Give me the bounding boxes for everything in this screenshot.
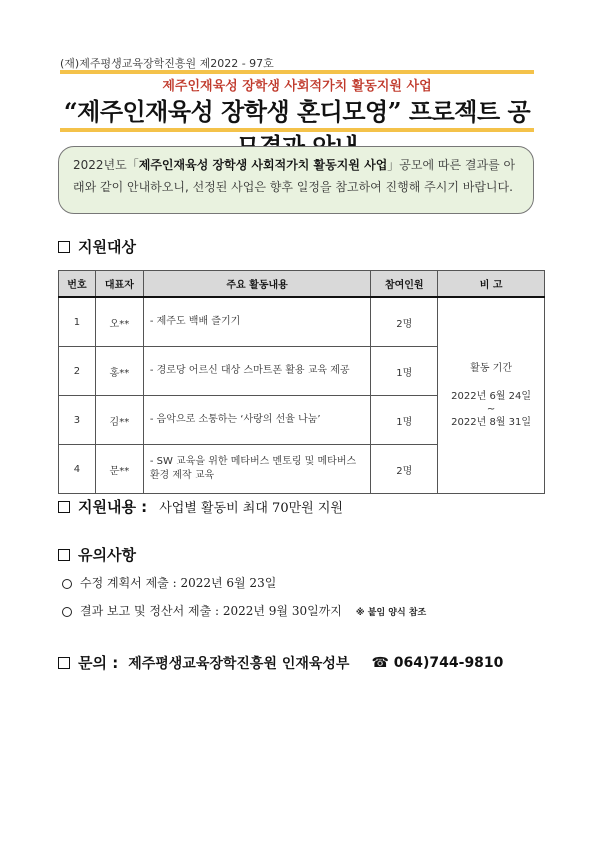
page-title: “제주인재육성 장학생 혼디모영” 프로젝트 공	[63, 97, 531, 126]
contact-heading: 문의 :	[78, 654, 119, 672]
col-header-note: 비 고	[438, 271, 545, 298]
cell-rep: 오**	[95, 297, 143, 347]
cell-no: 3	[59, 396, 96, 445]
checkbox-icon	[58, 241, 70, 253]
col-header-rep: 대표자	[95, 271, 143, 298]
targets-table	[58, 270, 545, 494]
note-item-text: 수정 계획서 제출 : 2022년 6월 23일	[80, 576, 277, 590]
contact-org: 제주평생교육장학진흥원 인재육성부	[128, 655, 350, 672]
table-row	[59, 297, 545, 347]
contact-line	[58, 652, 503, 673]
section-support	[58, 496, 343, 517]
table-header-row	[59, 271, 545, 298]
intro-box	[58, 146, 534, 214]
cell-rep: 김**	[95, 396, 143, 445]
intro-text-end: 」공모에 따른 결과를 아래와 같이 안내하오니, 선정된 사업은 향후 일정을 참고하여 진행해 주시기 바랍니다.	[73, 158, 516, 194]
note-start: 2022년 6월 24일	[451, 390, 532, 402]
intro-text-start: 2022년도「	[73, 158, 139, 172]
intro-highlight: 제주인재육성 장학생 사회적가치 활동지원 사업	[138, 158, 388, 172]
section-notes	[58, 544, 136, 565]
cell-activity: - 경로당 어르신 대상 스마트폰 활용 교육 제공	[143, 347, 370, 396]
header-rule-bottom	[60, 128, 534, 132]
checkbox-icon	[58, 657, 70, 669]
note-item-tag: ※ 붙임 양식 참조	[355, 608, 427, 618]
section-support-heading: 지원내용 :	[78, 498, 148, 516]
contact-phone: ☎ 064)744-9810	[371, 654, 504, 671]
circle-bullet-icon	[62, 579, 72, 589]
cell-members: 1명	[371, 396, 438, 445]
section-targets-heading: 지원대상	[78, 238, 136, 256]
header-rule-top	[60, 70, 534, 74]
col-header-members: 참여인원	[371, 271, 438, 298]
note-item	[62, 602, 426, 619]
section-notes-heading: 유의사항	[78, 546, 136, 564]
note-end: 2022년 8월 31일	[451, 416, 532, 428]
circle-bullet-icon	[62, 607, 72, 617]
checkbox-icon	[58, 549, 70, 561]
cell-no: 2	[59, 347, 96, 396]
note-item-text: 결과 보고 및 정산서 제출 : 2022년 9월 30일까지	[80, 604, 342, 618]
cell-activity: - SW 교육을 위한 메타버스 멘토링 및 메타버스 환경 제작 교육	[143, 445, 370, 494]
note-tilde: ~	[486, 403, 496, 415]
cell-activity: - 제주도 백배 즐기기	[143, 297, 370, 347]
section-targets	[58, 236, 136, 257]
cell-note	[438, 297, 545, 494]
cell-no: 1	[59, 297, 96, 347]
checkbox-icon	[58, 501, 70, 513]
col-header-activity: 주요 활동내용	[143, 271, 370, 298]
note-item	[62, 574, 276, 591]
cell-members: 2명	[371, 445, 438, 494]
cell-activity: - 음악으로 소통하는 ‘사랑의 선율 나눔’	[143, 396, 370, 445]
support-text: 사업별 활동비 최대 70만원 지원	[159, 501, 343, 516]
cell-rep: 홍**	[95, 347, 143, 396]
note-label: 활동 기간	[470, 362, 512, 374]
cell-rep: 문**	[95, 445, 143, 494]
col-header-no: 번호	[59, 271, 96, 298]
cell-members: 1명	[371, 347, 438, 396]
page-subtitle: 제주인재육성 장학생 사회적가치 활동지원 사업	[162, 79, 432, 94]
cell-members: 2명	[371, 297, 438, 347]
cell-no: 4	[59, 445, 96, 494]
document-number: (재)제주평생교육장학진흥원 제2022 - 97호	[60, 57, 274, 70]
